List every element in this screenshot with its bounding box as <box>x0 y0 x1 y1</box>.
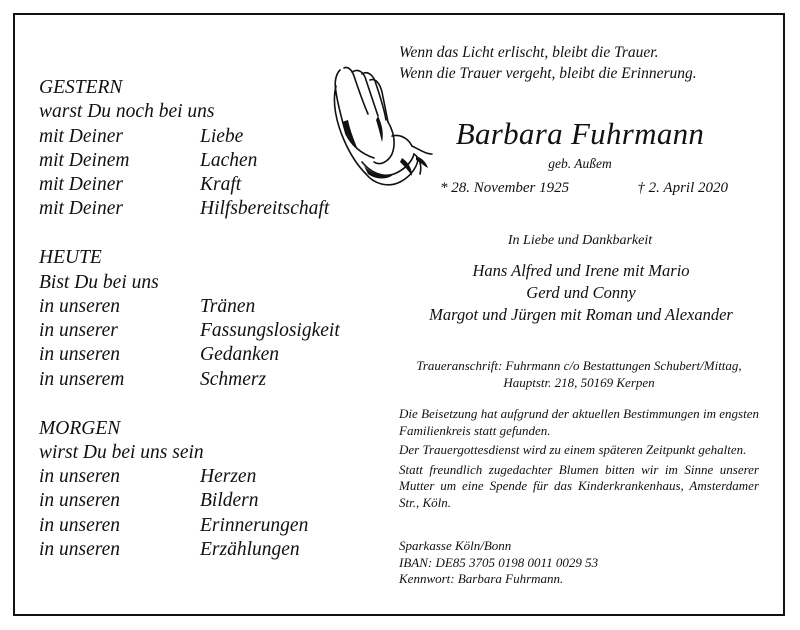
address-line: Hauptstr. 218, 50169 Kerpen <box>503 375 655 390</box>
birth-date: * 28. November 1925 <box>440 180 570 196</box>
bank-iban: IBAN: DE85 3705 0198 0011 0029 53 <box>399 554 599 570</box>
poem-line: in unserem Schmerz <box>39 368 267 390</box>
poem-intro-heute: Bist Du bei uns <box>39 271 159 293</box>
mourners-list <box>398 260 764 326</box>
poem-line: in unseren Bildern <box>39 490 259 512</box>
mourners-intro: In Liebe und Dankbarkeit <box>507 233 653 248</box>
poem-heading-gestern: GESTERN <box>39 77 123 98</box>
death-date: † 2. April 2020 <box>637 180 728 196</box>
poem-intro-morgen: wirst Du bei uns sein <box>39 441 204 463</box>
poem <box>39 76 340 562</box>
mourner-line: Margot und Jürgen mit Roman und Alexander <box>429 305 733 324</box>
poem-line: in unseren Gedanken <box>39 344 280 366</box>
poem-line: mit Deiner Kraft <box>39 174 242 196</box>
poem-intro-gestern: warst Du noch bei uns <box>39 101 215 123</box>
mourner-line: Hans Alfred und Irene mit Mario <box>472 261 690 280</box>
mourner-line: Gerd und Conny <box>526 283 636 302</box>
note-paragraph: Der Trauergottesdienst wird zu einem späteren Zeitpunkt gehalten. <box>399 442 747 458</box>
poem-line: mit Deiner Liebe <box>39 125 244 147</box>
address-line: Traueranschrift: Fuhrmann c/o Bestattungen Schubert/Mittag, <box>416 358 742 373</box>
poem-line: mit Deiner Hilfsbereitschaft <box>39 198 330 220</box>
mourning-address <box>399 357 759 391</box>
maiden-name: geb. Außem <box>548 156 612 171</box>
note-paragraph: Die Beisetzung hat aufgrund der aktuellen Bestimmungen im engsten Familienkreis statt gefunden. <box>399 406 759 438</box>
bank-name: Sparkasse Köln/Bonn <box>399 538 512 553</box>
poem-heading-heute: HEUTE <box>39 247 102 269</box>
poem-heading-morgen: MORGEN <box>39 417 121 439</box>
deceased-name: Barbara Fuhrmann <box>455 116 705 151</box>
life-dates <box>440 180 728 197</box>
poem-line: in unseren Herzen <box>39 466 257 488</box>
note-paragraph: Statt freundlich zugedachter Blumen bitten wir im Sinne unserer Mutter um eine Spende für das Kinderkrankenhaus, Amsterdamer Str., Köln. <box>399 461 759 510</box>
poem-line: in unseren Erzählungen <box>39 539 300 561</box>
poem-line: in unseren Tränen <box>39 295 256 317</box>
bank-reference: Kennwort: Barbara Fuhrmann. <box>399 571 564 587</box>
bank-details <box>399 538 598 588</box>
poem-line: in unserer Fassungslosigkeit <box>39 320 340 342</box>
quote-line: Wenn die Trauer vergeht, bleibt die Erinnerung. <box>399 65 697 82</box>
poem-line: in unseren Erinnerungen <box>39 514 309 536</box>
quote <box>399 42 697 84</box>
praying-hands-icon <box>322 62 434 190</box>
poem-line: mit Deinem Lachen <box>39 149 258 171</box>
quote-line: Wenn das Licht erlischt, bleibt die Trauer. <box>399 44 659 61</box>
notes <box>399 406 759 515</box>
